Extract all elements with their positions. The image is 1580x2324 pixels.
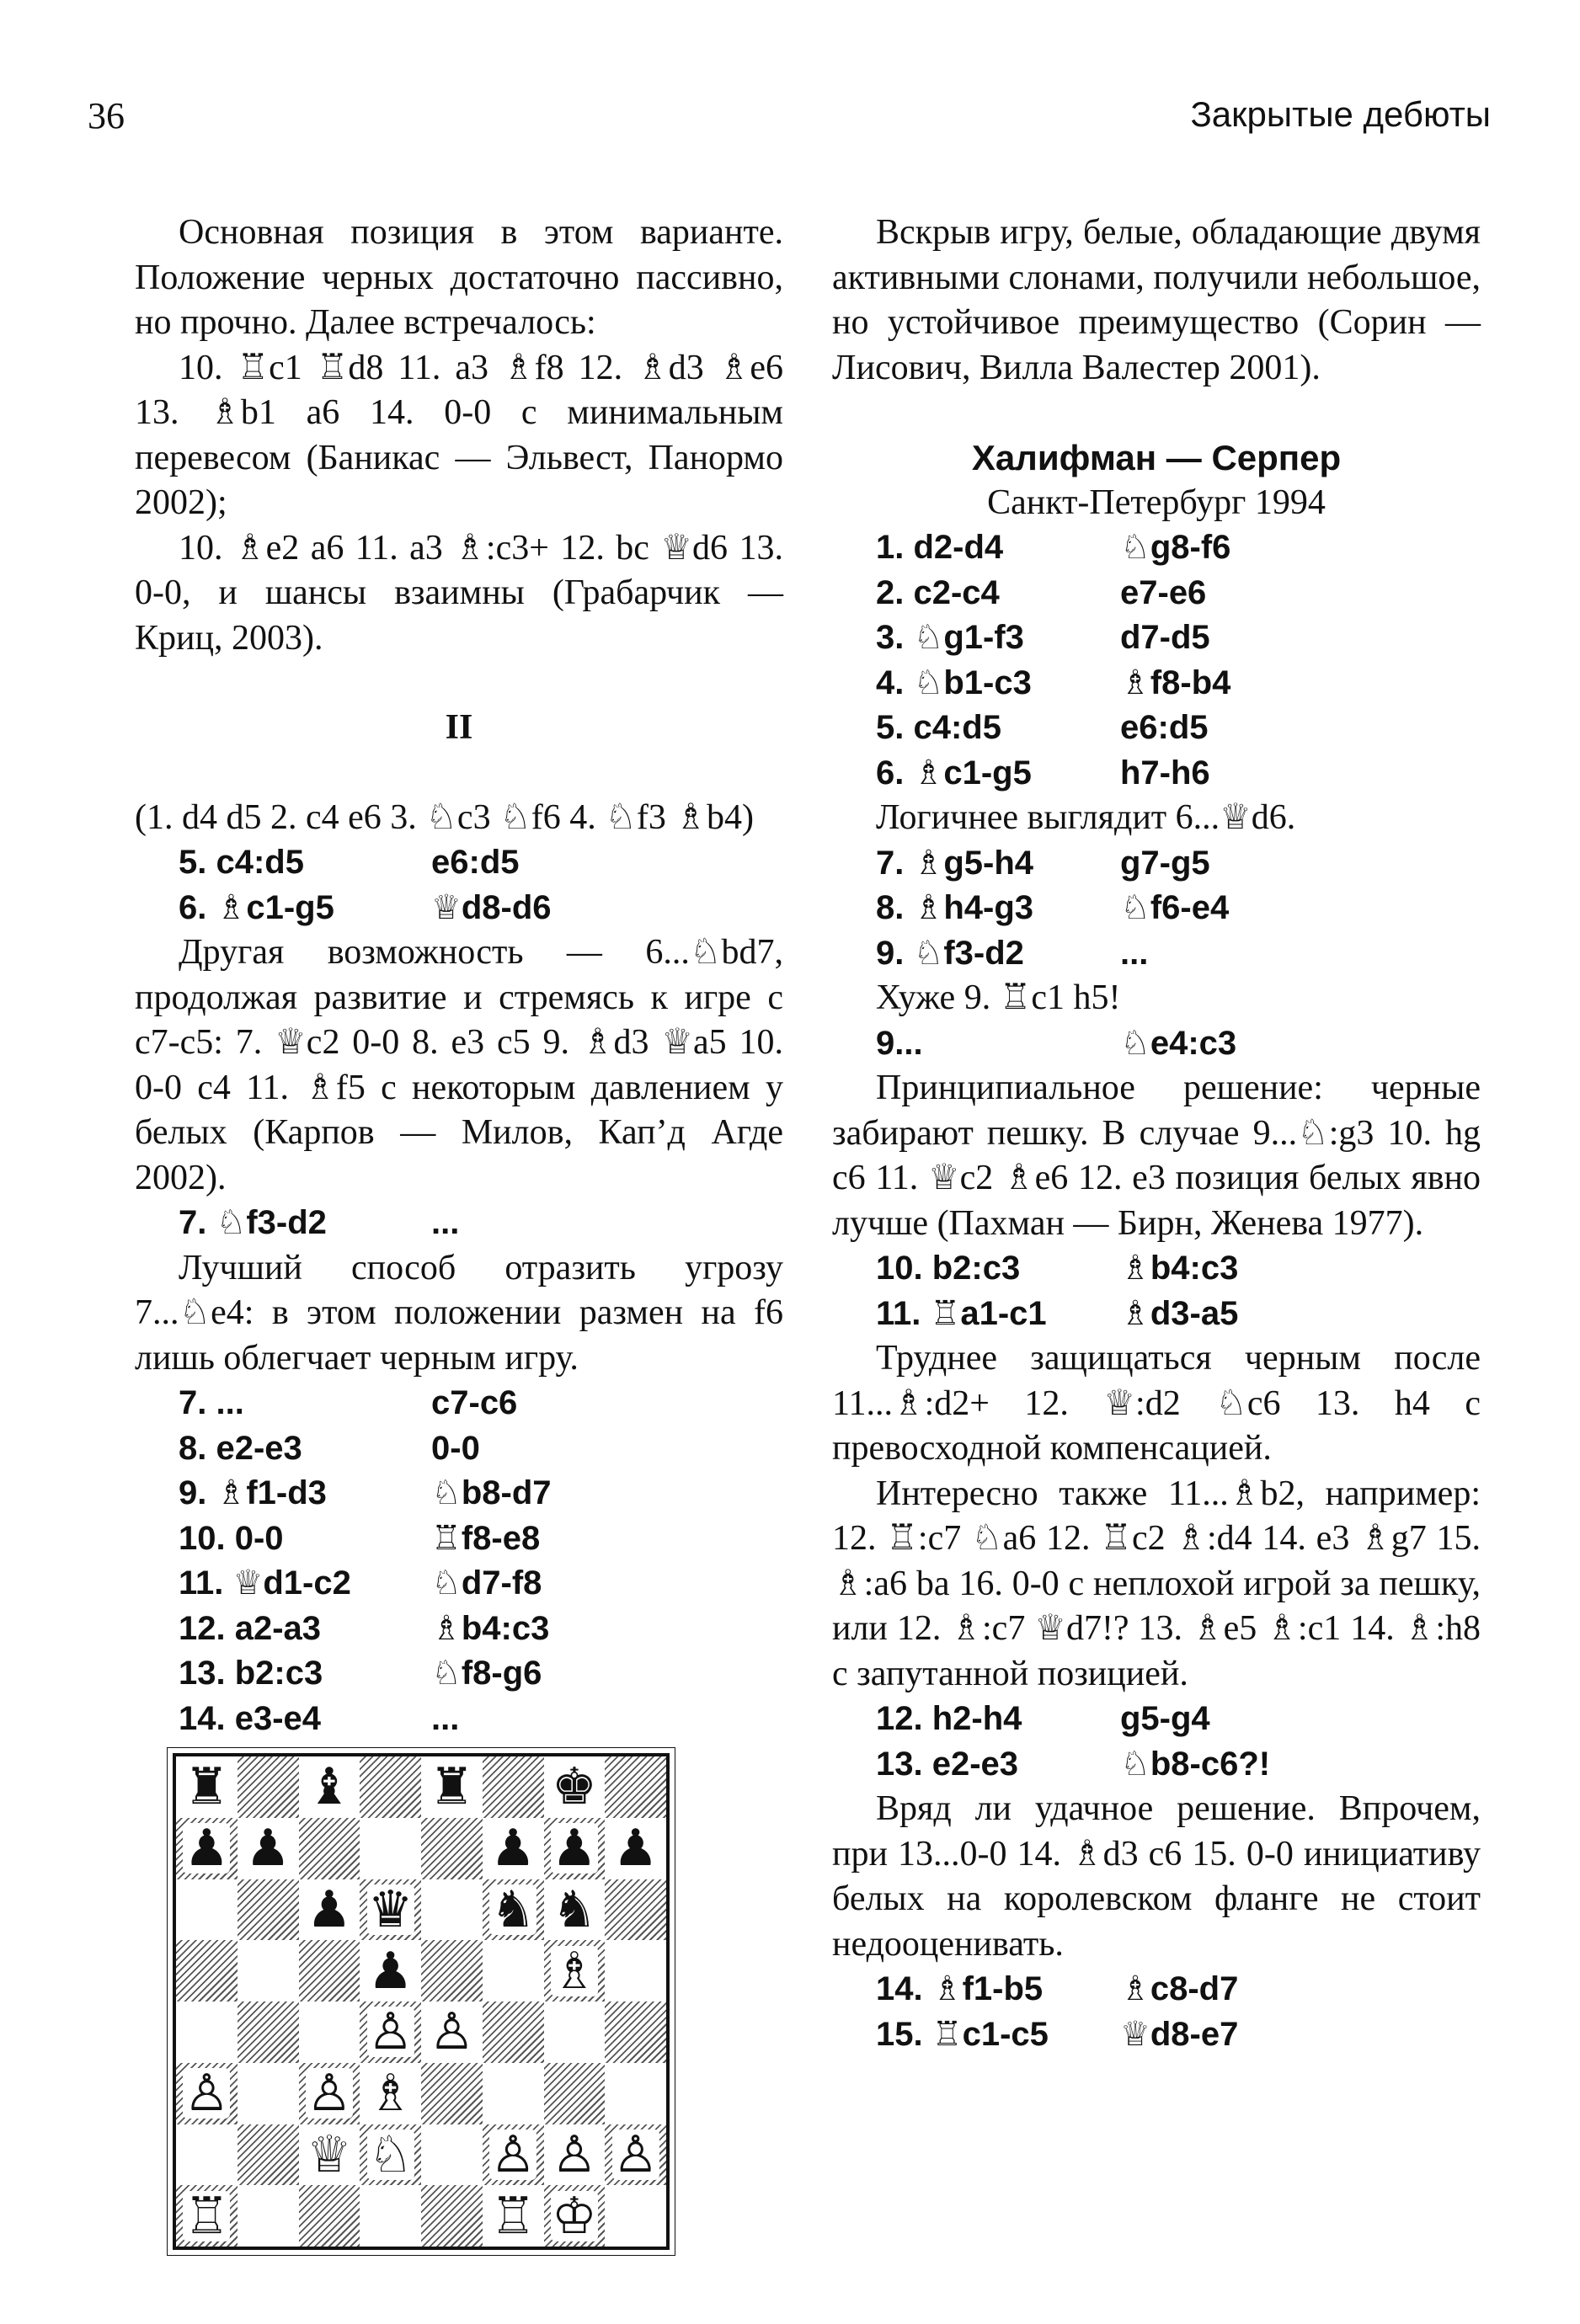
- board-square-f7: [483, 1818, 544, 1879]
- board-square-h4: [605, 2002, 666, 2063]
- move-row: [135, 1561, 552, 1607]
- move-row: [832, 1967, 1238, 2012]
- move-row: [832, 2012, 1238, 2058]
- move-row: [135, 1697, 552, 1742]
- white-move: 14. e3-e4: [179, 1699, 322, 1737]
- board-square-c8: [299, 1756, 360, 1818]
- board-square-a1: [176, 2185, 238, 2247]
- right-column: [832, 211, 1481, 2057]
- white-move: 6. ♗c1-g5: [876, 754, 1032, 792]
- chess-piece-icon: ♜: [429, 1757, 475, 1817]
- move-table: [832, 1246, 1238, 1336]
- move-row: [832, 616, 1230, 661]
- move-table: [135, 1201, 459, 1246]
- chess-piece-icon: ♝: [306, 1757, 352, 1817]
- chess-piece-icon: ♘: [367, 2124, 414, 2184]
- paragraph: 10. ♗e2 a6 11. a3 ♗:c3+ 12. bc ♕d6 13. 0-0, и шансы взаимны (Грабарчик — Криц, 2003).: [135, 528, 783, 658]
- chess-piece-icon: ♛: [367, 1879, 414, 1939]
- white-move: 13. b2:c3: [179, 1655, 323, 1692]
- move-row: [135, 1201, 459, 1246]
- black-move: ♗b4:c3: [431, 1609, 550, 1647]
- chess-piece-icon: ♟: [612, 1819, 659, 1879]
- chess-piece-icon: ♟: [490, 1819, 536, 1879]
- chess-board-diagram-icon: [173, 1753, 670, 2250]
- move-table: [832, 1021, 1236, 1067]
- white-move: 10. b2:c3: [876, 1250, 1021, 1287]
- black-move: ♘f6-e4: [1120, 889, 1230, 926]
- board-square-b1: [238, 2185, 299, 2247]
- black-move: e6:d5: [431, 844, 520, 881]
- black-move: ♕d8-d6: [431, 888, 552, 926]
- black-move: c7-c6: [431, 1384, 518, 1421]
- board-square-d3: [360, 2063, 421, 2124]
- board-square-g3: [544, 2063, 606, 2124]
- paragraph: Лучший способ отразить угрозу 7...♘e4: в этом положении размен на f6 лишь облегчает черным игру.: [135, 1248, 783, 1378]
- move-row: [832, 841, 1229, 887]
- white-move: 7. ♗g5-h4: [876, 844, 1034, 882]
- board-square-f1: [483, 2185, 544, 2247]
- paragraph: Другая возможность — 6...♘bd7, продолжая развитие и стремясь к игре с c7-c5: 7. ♕c2 0-0 8. e3 c5 9. ♗d3 ♕a5 10. 0-0 c4 11. ♗f5 с некоторым давлением у белых (Карпов — Милов, Кап’д Агде 2002).: [135, 933, 783, 1197]
- white-move: 12. a2-a3: [179, 1609, 322, 1647]
- move-row: [832, 706, 1230, 751]
- black-move: ♘f8-g6: [431, 1655, 542, 1692]
- white-move: 13. e2-e3: [876, 1745, 1019, 1783]
- white-move: 9...: [876, 1024, 923, 1062]
- move-table: [135, 1381, 552, 1741]
- chess-piece-icon: ♞: [490, 1879, 536, 1939]
- board-square-f2: [483, 2124, 544, 2186]
- black-move: ♘b8-d7: [431, 1474, 552, 1511]
- board-square-a8: [176, 1756, 238, 1818]
- move-row: [135, 886, 552, 931]
- board-square-a4: [176, 2002, 238, 2063]
- paragraph: Труднее защищаться черным после 11...♗:d2+ 12. ♕:d2 ♘c6 13. h4 с превосходной компенсацией.: [832, 1339, 1481, 1468]
- board-square-b7: [238, 1818, 299, 1879]
- annotation: Хуже 9. ♖c1 h5!: [876, 978, 1121, 1017]
- white-move: 6. ♗c1-g5: [179, 888, 334, 926]
- chess-piece-icon: ♙: [429, 2002, 475, 2062]
- board-square-d4: [360, 2002, 421, 2063]
- board-square-g8: [544, 1756, 606, 1818]
- move-row: [832, 1697, 1270, 1742]
- running-head: Закрытые дебюты: [1190, 94, 1491, 134]
- board-square-g7: [544, 1818, 606, 1879]
- board-square-h1: [605, 2185, 666, 2247]
- white-move: 3. ♘g1-f3: [876, 619, 1024, 656]
- board-square-d5: [360, 1940, 421, 2002]
- board-square-h8: [605, 1756, 666, 1818]
- board-square-h7: [605, 1818, 666, 1879]
- board-square-g4: [544, 2002, 606, 2063]
- white-move: 4. ♘b1-c3: [876, 664, 1032, 701]
- board-square-e4: [421, 2002, 483, 2063]
- chess-piece-icon: ♕: [306, 2124, 352, 2184]
- chess-piece-icon: ♙: [184, 2064, 230, 2124]
- white-move: 7. ...: [179, 1384, 244, 1421]
- line-intro: (1. d4 d5 2. c4 e6 3. ♘c3 ♘f6 4. ♘f3 ♗b4): [135, 797, 754, 837]
- chess-piece-icon: ♟: [184, 1819, 230, 1879]
- board-square-b5: [238, 1940, 299, 2002]
- board-square-c1: [299, 2185, 360, 2247]
- black-move: e7-e6: [1120, 573, 1207, 611]
- white-move: 8. e2-e3: [179, 1429, 302, 1467]
- left-column: [135, 211, 783, 1741]
- chess-piece-icon: ♟: [306, 1879, 352, 1939]
- chess-piece-icon: ♖: [184, 2186, 230, 2246]
- board-square-c7: [299, 1818, 360, 1879]
- board-square-b4: [238, 2002, 299, 2063]
- white-move: 1. d2-d4: [876, 529, 1004, 566]
- chess-piece-icon: ♙: [490, 2124, 536, 2184]
- paragraph: Вряд ли удачное решение. Впрочем, при 13...0-0 14. ♗d3 c6 15. 0-0 инициативу белых на королевском фланге не стоит недооценивать.: [832, 1789, 1481, 1964]
- move-row: [832, 1246, 1238, 1292]
- move-table: [832, 525, 1230, 796]
- black-move: d7-d5: [1120, 619, 1210, 656]
- black-move: ...: [431, 1204, 460, 1241]
- black-move: ♘d7-f8: [431, 1564, 542, 1602]
- move-row: [135, 1607, 552, 1652]
- board-square-f6: [483, 1879, 544, 1941]
- black-move: ♗d3-a5: [1120, 1294, 1239, 1332]
- board-square-e7: [421, 1818, 483, 1879]
- white-move: 8. ♗h4-g3: [876, 889, 1034, 926]
- board-square-f5: [483, 1940, 544, 2002]
- white-move: 14. ♗f1-b5: [876, 1970, 1044, 2007]
- black-move: ♗f8-b4: [1120, 664, 1231, 701]
- white-move: 2. c2-c4: [876, 573, 1000, 611]
- move-row: [832, 1021, 1236, 1067]
- move-row: [832, 1292, 1238, 1337]
- black-move: ♗c8-d7: [1120, 1970, 1239, 2007]
- board-square-b8: [238, 1756, 299, 1818]
- chess-piece-icon: ♙: [551, 2124, 597, 2184]
- white-move: 5. c4:d5: [179, 844, 304, 881]
- black-move: ...: [1120, 934, 1149, 972]
- white-move: 9. ♘f3-d2: [876, 934, 1024, 972]
- board-square-d6: [360, 1879, 421, 1941]
- board-square-a2: [176, 2124, 238, 2186]
- board-square-e3: [421, 2063, 483, 2124]
- black-move: ♗b4:c3: [1120, 1250, 1239, 1287]
- chess-piece-icon: ♙: [612, 2124, 659, 2184]
- paragraph: Принципиальное решение: черные забирают пешку. В случае 9...♘:g3 10. hg c6 11. ♕c2 ♗e6 12. e3 позиция белых явно лучше (Пахман — Бирн, Женева 1977).: [832, 1069, 1481, 1243]
- black-move: ♘e4:c3: [1120, 1024, 1237, 1062]
- board-square-g1: [544, 2185, 606, 2247]
- board-square-b3: [238, 2063, 299, 2124]
- chess-piece-icon: ♗: [551, 1941, 597, 2001]
- move-table: [832, 1967, 1238, 2057]
- paragraph: 10. ♖c1 ♖d8 11. a3 ♗f8 12. ♗d3 ♗e6 13. ♗b1 a6 14. 0-0 с минимальным перевесом (Баникас — Эльвест, Панормо 2002);: [135, 348, 783, 522]
- board-square-f8: [483, 1756, 544, 1818]
- white-move: 7. ♘f3-d2: [179, 1204, 327, 1241]
- board-square-d8: [360, 1756, 421, 1818]
- black-move: 0-0: [431, 1429, 480, 1467]
- move-row: [832, 931, 1229, 977]
- white-move: 12. h2-h4: [876, 1700, 1022, 1737]
- board-square-c5: [299, 1940, 360, 2002]
- black-move: ♘g8-f6: [1120, 529, 1231, 566]
- board-square-f4: [483, 2002, 544, 2063]
- black-move: ♕d8-e7: [1120, 2015, 1239, 2053]
- board-square-c3: [299, 2063, 360, 2124]
- chess-piece-icon: ♗: [367, 2064, 414, 2124]
- black-move: ...: [431, 1699, 460, 1737]
- board-square-h6: [605, 1879, 666, 1941]
- board-square-a5: [176, 1940, 238, 2002]
- board-square-c6: [299, 1879, 360, 1941]
- move-row: [135, 1426, 552, 1472]
- move-row: [832, 571, 1230, 616]
- board-square-e1: [421, 2185, 483, 2247]
- board-square-h3: [605, 2063, 666, 2124]
- move-row: [832, 1742, 1270, 1788]
- board-square-f3: [483, 2063, 544, 2124]
- board-square-h2: [605, 2124, 666, 2186]
- black-move: e6:d5: [1120, 709, 1209, 746]
- page-number: 36: [88, 95, 125, 136]
- move-row: [135, 1381, 552, 1426]
- move-row: [135, 1471, 552, 1516]
- chess-piece-icon: ♜: [184, 1757, 230, 1817]
- chess-piece-icon: ♟: [245, 1819, 291, 1879]
- move-row: [135, 840, 552, 886]
- paragraph: Интересно также 11...♗b2, например: 12. ♖:c7 ♘a6 12. ♖c2 ♗:d4 14. e3 ♗g7 15. ♗:a6 ba 16. 0-0 с неплохой игрой за пешку, или 12. ♗:c7 ♕d7!? 13. ♗e5 ♗:c1 14. ♗:h8 с запутанной позицией.: [832, 1474, 1481, 1693]
- move-row: [832, 751, 1230, 797]
- white-move: 15. ♖c1-c5: [876, 2015, 1049, 2053]
- black-move: ♘b8-c6?!: [1120, 1745, 1271, 1783]
- move-row: [832, 661, 1230, 706]
- move-table: [135, 840, 552, 930]
- board-square-g5: [544, 1940, 606, 2002]
- board-square-a7: [176, 1818, 238, 1879]
- white-move: 11. ♕d1-c2: [179, 1564, 351, 1602]
- game-place: Санкт-Петербург 1994: [987, 482, 1326, 522]
- black-move: g5-g4: [1120, 1700, 1210, 1737]
- white-move: 10. 0-0: [179, 1519, 284, 1557]
- move-table: [832, 841, 1229, 977]
- game-title: Халифман — Серпер: [971, 438, 1342, 477]
- chess-piece-icon: ♟: [367, 1941, 414, 2001]
- board-square-e5: [421, 1940, 483, 2002]
- board-square-b6: [238, 1879, 299, 1941]
- black-move: g7-g5: [1120, 844, 1210, 882]
- board-square-e6: [421, 1879, 483, 1941]
- chess-piece-icon: ♞: [551, 1879, 597, 1939]
- board-square-c4: [299, 2002, 360, 2063]
- white-move: 9. ♗f1-d3: [179, 1474, 327, 1511]
- white-move: 5. c4:d5: [876, 709, 1001, 746]
- board-square-g6: [544, 1879, 606, 1941]
- chess-piece-icon: ♚: [551, 1757, 597, 1817]
- chess-piece-icon: ♙: [306, 2064, 352, 2124]
- board-square-d7: [360, 1818, 421, 1879]
- board-square-d2: [360, 2124, 421, 2186]
- white-move: 11. ♖a1-c1: [876, 1294, 1047, 1332]
- black-move: h7-h6: [1120, 754, 1210, 792]
- paragraph: Основная позиция в этом варианте. Положение черных достаточно пассивно, но прочно. Далее встречалось:: [135, 213, 783, 342]
- move-row: [135, 1516, 552, 1562]
- board-square-a6: [176, 1879, 238, 1941]
- move-row: [832, 525, 1230, 571]
- board-square-h5: [605, 1940, 666, 2002]
- board-square-e8: [421, 1756, 483, 1818]
- move-row: [832, 886, 1229, 931]
- chess-piece-icon: ♟: [551, 1819, 597, 1879]
- board-square-e2: [421, 2124, 483, 2186]
- board-square-c2: [299, 2124, 360, 2186]
- chess-board: [176, 1756, 666, 2247]
- move-table: [832, 1697, 1270, 1787]
- move-row: [135, 1651, 552, 1697]
- board-square-a3: [176, 2063, 238, 2124]
- paragraph: Вскрыв игру, белые, обладающие двумя активными слонами, получили небольшое, но устойчивое преимущество (Сорин — Лисович, Вилла Валестер 2001).: [832, 213, 1481, 387]
- chess-piece-icon: ♖: [490, 2186, 536, 2246]
- board-square-d1: [360, 2185, 421, 2247]
- black-move: ♖f8-e8: [431, 1519, 541, 1557]
- chess-piece-icon: ♔: [551, 2186, 597, 2246]
- chess-piece-icon: ♙: [367, 2002, 414, 2062]
- section-heading: II: [445, 708, 473, 747]
- board-square-g2: [544, 2124, 606, 2186]
- annotation: Логичнее выглядит 6...♕d6.: [876, 798, 1296, 837]
- board-square-b2: [238, 2124, 299, 2186]
